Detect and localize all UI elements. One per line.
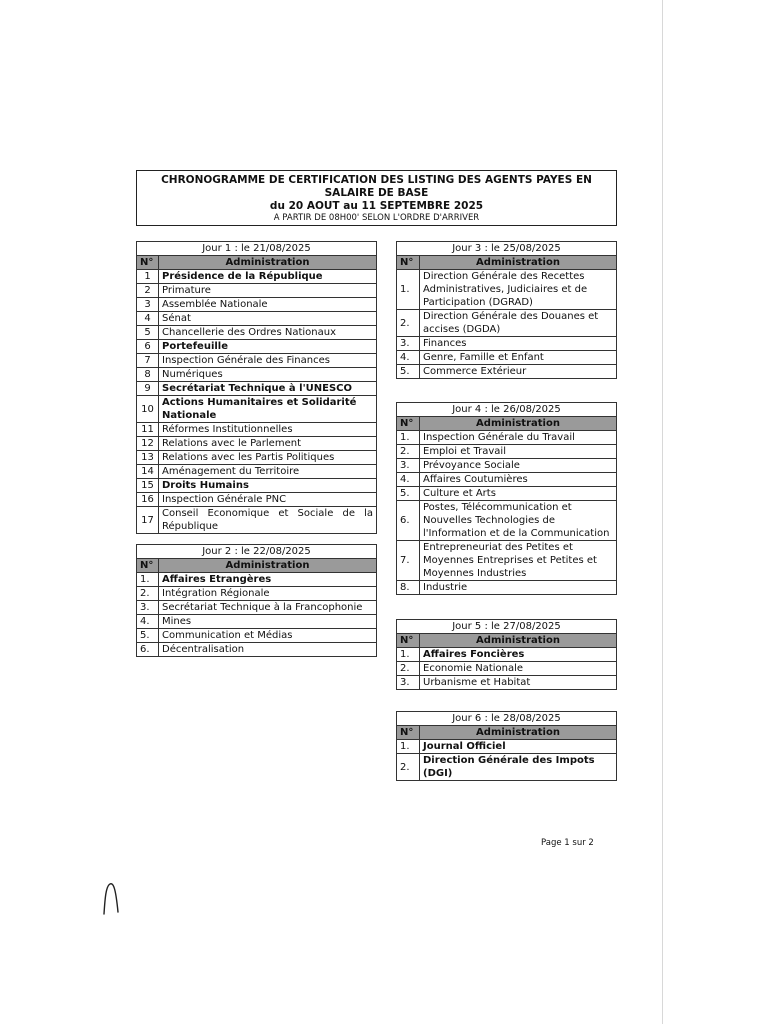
row-administration: Postes, Télécommunication et Nouvelles Technologies de l'Information et de la Communication	[420, 501, 617, 541]
table-row	[397, 662, 617, 676]
table-row	[137, 465, 377, 479]
row-number: 5.	[397, 365, 420, 379]
row-administration: Inspection Générale PNC	[159, 493, 377, 507]
column-header-administration: Administration	[420, 417, 617, 431]
row-administration: Assemblée Nationale	[159, 298, 377, 312]
day6-table	[396, 711, 617, 781]
table-row	[137, 629, 377, 643]
row-administration: Mines	[159, 615, 377, 629]
row-administration: Communication et Médias	[159, 629, 377, 643]
row-number: 2.	[397, 662, 420, 676]
row-number: 1.	[137, 573, 159, 587]
day5-table	[396, 619, 617, 690]
day2-title: Jour 2 : le 22/08/2025	[137, 545, 377, 559]
table-row	[137, 451, 377, 465]
row-administration: Affaires Etrangères	[159, 573, 377, 587]
row-administration: Numériques	[159, 368, 377, 382]
table-row	[137, 298, 377, 312]
row-administration: Secrétariat Technique à l'UNESCO	[159, 382, 377, 396]
row-administration: Entrepreneuriat des Petites et Moyennes Entreprises et Petites et Moyennes Industries	[420, 541, 617, 581]
row-number: 2	[137, 284, 159, 298]
table-row	[137, 587, 377, 601]
table-row	[137, 573, 377, 587]
row-number: 1.	[397, 740, 420, 754]
row-number: 11	[137, 423, 159, 437]
table-row	[397, 365, 617, 379]
table-row	[137, 479, 377, 493]
row-number: 3.	[137, 601, 159, 615]
row-administration: Direction Générale des Recettes Administratives, Judiciaires et de Participation (DGRAD)	[420, 270, 617, 310]
page-number: Page 1 sur 2	[541, 838, 594, 848]
table-row	[397, 270, 617, 310]
row-number: 7	[137, 354, 159, 368]
row-number: 9	[137, 382, 159, 396]
row-administration: Industrie	[420, 581, 617, 595]
row-administration: Inspection Générale du Travail	[420, 431, 617, 445]
column-header-num: N°	[137, 256, 159, 270]
column-header-num: N°	[397, 726, 420, 740]
row-number: 17	[137, 507, 159, 534]
row-administration: Relations avec les Partis Politiques	[159, 451, 377, 465]
row-administration: Secrétariat Technique à la Francophonie	[159, 601, 377, 615]
table-row	[137, 601, 377, 615]
row-number: 10	[137, 396, 159, 423]
row-administration: Chancellerie des Ordres Nationaux	[159, 326, 377, 340]
table-row	[137, 354, 377, 368]
day2-table	[136, 544, 377, 657]
row-administration: Intégration Régionale	[159, 587, 377, 601]
table-row	[397, 473, 617, 487]
document-title-box	[136, 170, 617, 226]
table-row	[397, 487, 617, 501]
day1-table	[136, 241, 377, 534]
table-row	[137, 615, 377, 629]
row-administration: Emploi et Travail	[420, 445, 617, 459]
column-header-administration: Administration	[159, 559, 377, 573]
row-administration: Affaires Foncières	[420, 648, 617, 662]
table-row	[137, 493, 377, 507]
row-administration: Journal Officiel	[420, 740, 617, 754]
row-number: 16	[137, 493, 159, 507]
row-administration: Urbanisme et Habitat	[420, 676, 617, 690]
row-number: 4.	[397, 351, 420, 365]
handwritten-mark	[100, 878, 124, 918]
table-row	[397, 431, 617, 445]
row-administration: Portefeuille	[159, 340, 377, 354]
row-administration: Relations avec le Parlement	[159, 437, 377, 451]
row-number: 1.	[397, 270, 420, 310]
table-row	[137, 312, 377, 326]
table-row	[137, 437, 377, 451]
table-row	[397, 351, 617, 365]
page-edge-line	[662, 0, 663, 1024]
table-row	[137, 507, 377, 534]
table-row	[397, 754, 617, 781]
row-administration: Culture et Arts	[420, 487, 617, 501]
row-number: 2.	[397, 754, 420, 781]
row-administration: Sénat	[159, 312, 377, 326]
title-line-2: du 20 AOUT au 11 SEPTEMBRE 2025	[269, 200, 484, 212]
table-row	[137, 423, 377, 437]
day5-title: Jour 5 : le 27/08/2025	[397, 620, 617, 634]
row-number: 6.	[137, 643, 159, 657]
row-number: 1.	[397, 431, 420, 445]
table-row	[137, 284, 377, 298]
row-administration: Direction Générale des Impots (DGI)	[420, 754, 617, 781]
day1-title: Jour 1 : le 21/08/2025	[137, 242, 377, 256]
row-number: 5	[137, 326, 159, 340]
table-row	[397, 676, 617, 690]
column-header-administration: Administration	[420, 634, 617, 648]
row-number: 3.	[397, 676, 420, 690]
row-administration: Economie Nationale	[420, 662, 617, 676]
row-number: 6	[137, 340, 159, 354]
column-header-administration: Administration	[420, 256, 617, 270]
day3-table	[396, 241, 617, 379]
column-header-num: N°	[397, 634, 420, 648]
day4-title: Jour 4 : le 26/08/2025	[397, 403, 617, 417]
row-administration: Conseil Economique et Sociale de la République	[159, 507, 377, 534]
table-row	[397, 501, 617, 541]
table-row	[137, 326, 377, 340]
table-row	[397, 310, 617, 337]
row-administration: Prévoyance Sociale	[420, 459, 617, 473]
title-line-1: CHRONOGRAMME DE CERTIFICATION DES LISTING DES AGENTS PAYES EN SALAIRE DE BASE	[161, 174, 592, 199]
row-number: 3	[137, 298, 159, 312]
row-number: 5.	[397, 487, 420, 501]
table-row	[397, 541, 617, 581]
day6-title: Jour 6 : le 28/08/2025	[397, 712, 617, 726]
row-administration: Primature	[159, 284, 377, 298]
table-row	[137, 643, 377, 657]
column-header-num: N°	[137, 559, 159, 573]
row-number: 4	[137, 312, 159, 326]
column-header-administration: Administration	[420, 726, 617, 740]
table-row	[137, 340, 377, 354]
row-number: 6.	[397, 501, 420, 541]
column-header-num: N°	[397, 256, 420, 270]
table-row	[397, 648, 617, 662]
table-row	[397, 445, 617, 459]
row-number: 4.	[137, 615, 159, 629]
table-row	[137, 382, 377, 396]
row-administration: Inspection Générale des Finances	[159, 354, 377, 368]
row-number: 8.	[397, 581, 420, 595]
row-administration: Direction Générale des Douanes et accises (DGDA)	[420, 310, 617, 337]
row-administration: Aménagement du Territoire	[159, 465, 377, 479]
row-administration: Décentralisation	[159, 643, 377, 657]
table-row	[137, 396, 377, 423]
row-number: 5.	[137, 629, 159, 643]
row-number: 2.	[397, 445, 420, 459]
table-row	[397, 459, 617, 473]
row-number: 1.	[397, 648, 420, 662]
column-header-administration: Administration	[159, 256, 377, 270]
row-number: 15	[137, 479, 159, 493]
table-row	[137, 270, 377, 284]
row-number: 14	[137, 465, 159, 479]
row-administration: Finances	[420, 337, 617, 351]
row-number: 1	[137, 270, 159, 284]
row-administration: Genre, Famille et Enfant	[420, 351, 617, 365]
row-number: 4.	[397, 473, 420, 487]
row-number: 7.	[397, 541, 420, 581]
row-administration: Commerce Extérieur	[420, 365, 617, 379]
row-number: 13	[137, 451, 159, 465]
table-row	[397, 581, 617, 595]
title-line-3: A PARTIR DE 08H00' SELON L'ORDRE D'ARRIVER	[273, 213, 480, 223]
row-administration: Droits Humains	[159, 479, 377, 493]
row-number: 2.	[137, 587, 159, 601]
table-row	[137, 368, 377, 382]
row-number: 3.	[397, 337, 420, 351]
table-row	[397, 740, 617, 754]
row-administration: Réformes Institutionnelles	[159, 423, 377, 437]
row-administration: Présidence de la République	[159, 270, 377, 284]
row-administration: Affaires Coutumières	[420, 473, 617, 487]
row-number: 8	[137, 368, 159, 382]
table-row	[397, 337, 617, 351]
row-administration: Actions Humanitaires et Solidarité Nationale	[159, 396, 377, 423]
row-number: 2.	[397, 310, 420, 337]
row-number: 12	[137, 437, 159, 451]
day3-title: Jour 3 : le 25/08/2025	[397, 242, 617, 256]
day4-table	[396, 402, 617, 595]
row-number: 3.	[397, 459, 420, 473]
column-header-num: N°	[397, 417, 420, 431]
